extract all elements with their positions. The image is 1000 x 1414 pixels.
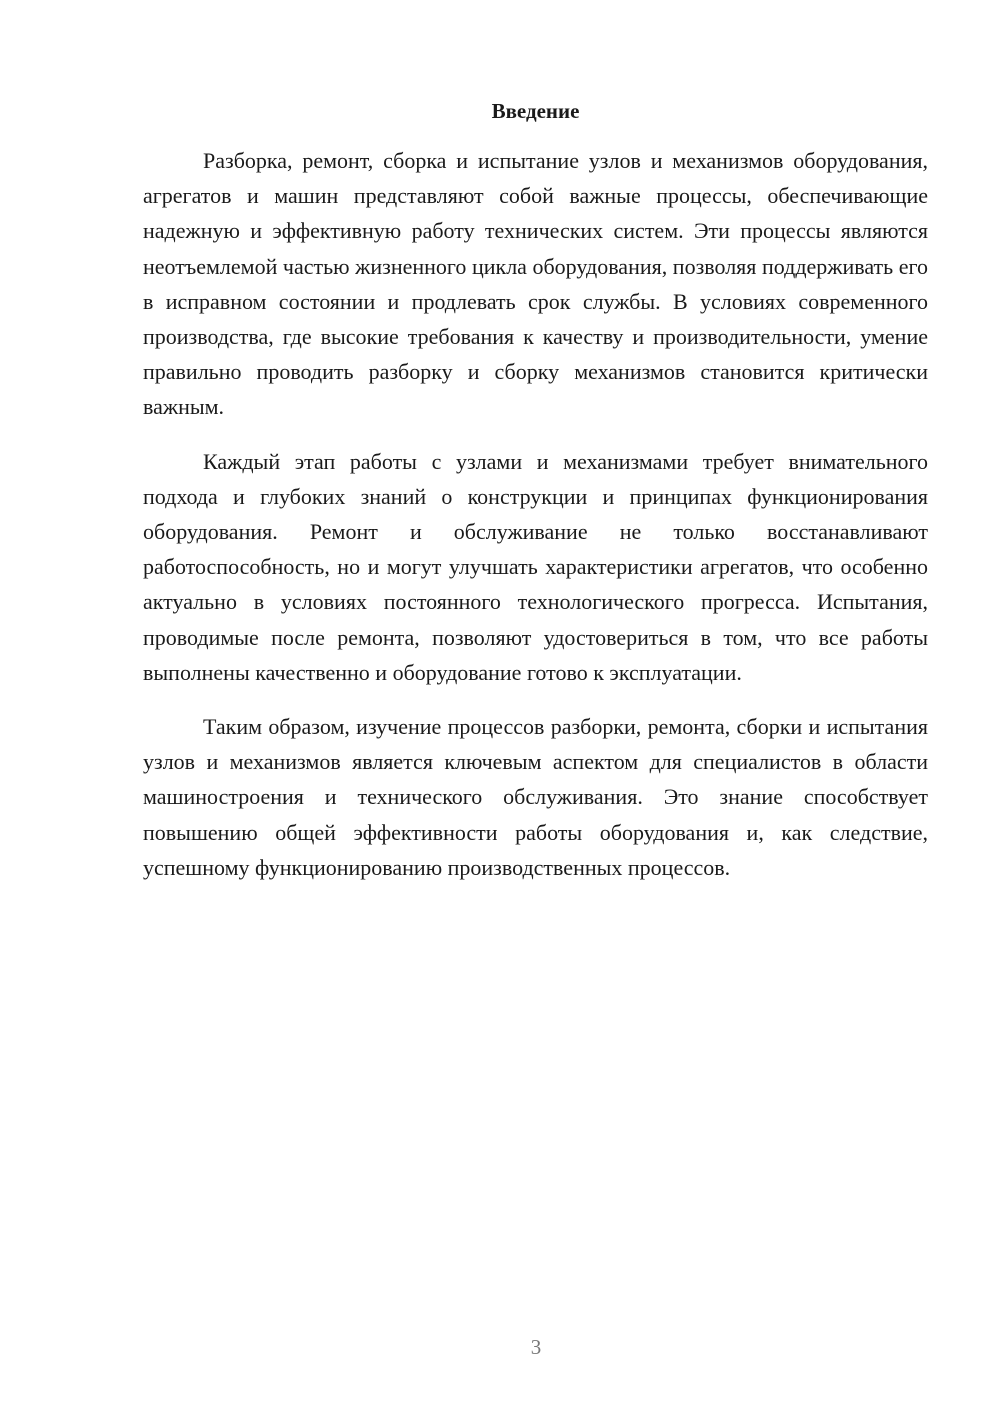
paragraph-2: Каждый этап работы с узлами и механизмами требует внимательного подхода и глубоких знаний о конструкции и принципах функционирования оборудования. Ремонт и обслуживание не только восстанавливают работоспособность, но и могут улучшать характеристики агрегатов, что особенно актуально в условиях постоянного технологического прогресса. Испытания, проводимые после ремонта, позволяют удостовериться в том, что все работы выполнены качественно и оборудование готово к эксплуатации. <box>143 448 928 685</box>
paragraph-3: Таким образом, изучение процессов разборки, ремонта, сборки и испытания узлов и механизмов является ключевым аспектом для специалистов в области машиностроения и технического обслуживания. Это знание способствует повышению общей эффективности работы оборудования и, как следствие, успешному функционированию производственных процессов. <box>143 714 928 880</box>
body-text <box>143 143 928 885</box>
paragraph-1: Разборка, ремонт, сборка и испытание узлов и механизмов оборудования, агрегатов и машин представляют собой важные процессы, обеспечивающие надежную и эффективную работу технических систем. Эти процессы являются неотъемлемой частью жизненного цикла оборудования, позволяя поддерживать его в исправном состоянии и продлевать срок службы. В условиях современного производства, где высокие требования к качеству и производительности, умение правильно проводить разборку и сборку механизмов становится критически важным. <box>143 148 928 420</box>
page-number: 3 <box>530 1335 542 1359</box>
section-title: Введение <box>491 99 580 123</box>
